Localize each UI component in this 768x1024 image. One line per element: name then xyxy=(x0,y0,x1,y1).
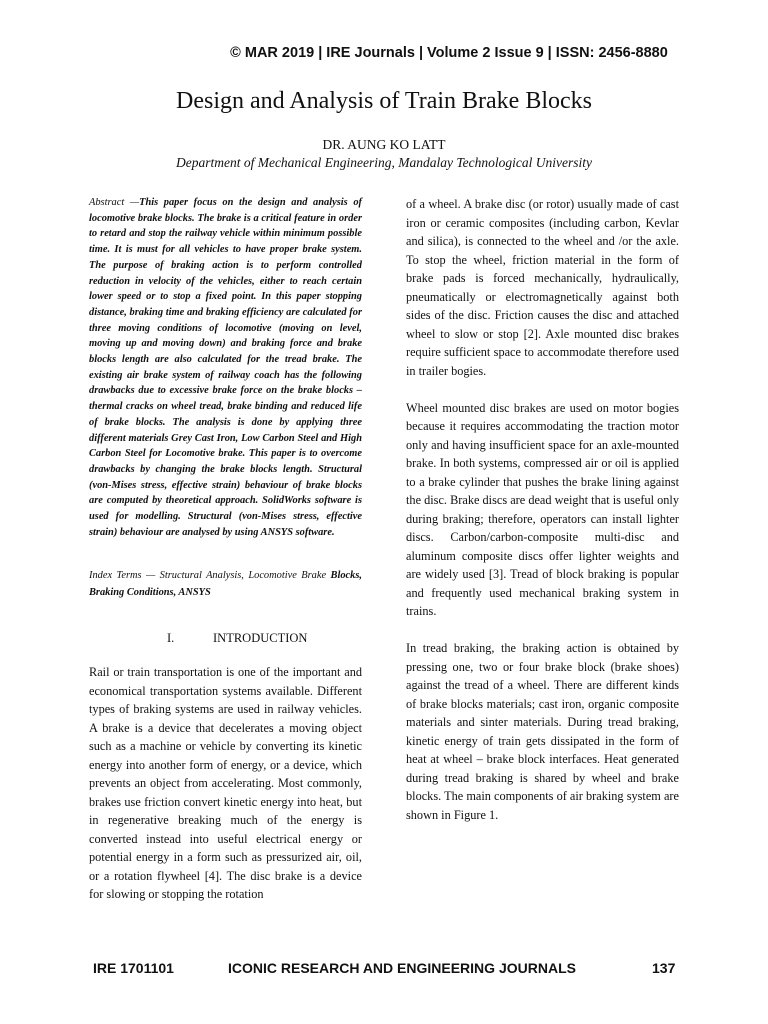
index-terms-text: Blocks, Braking Conditions, ANSYS xyxy=(89,570,362,599)
author-affiliation: Department of Mechanical Engineering, Mandalay Technological University xyxy=(175,155,593,170)
author-name: DR. AUNG KO LATT xyxy=(322,137,446,152)
left-column xyxy=(89,195,362,904)
right-paragraph-3: In tread braking, the braking action is obtained by pressing one, two or four brake block (brake shoes) against the tread of a wheel. There are different kinds of brake blocks materials; cast iron, organic composite materials and sinter materials. During tread braking, kinetic energy of train gets dissipated in the form of heat at wheel – brake block interfaces. Heat generated during tread braking is shared by wheel and brake blocks. The main components of air braking system are shown in Figure 1. xyxy=(406,641,679,822)
right-column xyxy=(406,195,679,824)
section-number: I. xyxy=(167,631,175,646)
index-terms-lead: Index Terms — Structural Analysis, Locomotive Brake xyxy=(89,570,327,582)
right-paragraph-2: Wheel mounted disc brakes are used on motor bogies because it requires accommodating the traction motor only and having insufficient space for an axle-mounted brake. In both systems, compressed air or oil is applied to a brake cylinder that pushes the brake lining against the disc. Brake discs are dead weight that is useful only during braking; therefore, operators can install lighter discs. Carbon/carbon-composite multi-disc and aluminum composite discs offer lighter weights and are widely used [3]. Tread of block braking is popular and frequently used mechanical braking system in trains. xyxy=(406,400,679,618)
abstract xyxy=(89,195,362,540)
abstract-text: This paper focus on the design and analysis of locomotive brake blocks. The brake is a critical feature in order to retard and stop the railway vehicle within minimum possible time. It is must for all vehicles to have proper brake system. The purpose of braking action is to perform controlled reduction in velocity of the vehicles, either to reach certain lower speed or to stop a fixed point. In this paper stopping distance, braking time and braking efficiency are calculated for three moving conditions of locomotive (moving on level, moving up and moving down) and braking force and brake blocks length are also calculated for the tread brake. The existing air brake system of railway coach has the following drawbacks due to excessive brake force on the brake blocks – thermal cracks on wheel tread, brake binding and reduced life of brake blocks. The analysis is done by applying three different materials Grey Cast Iron, Low Carbon Steel and High Carbon Steel for Locomotive brake. This paper is to overcome drawbacks by changing the brake blocks length. Structural (von-Mises stress, effective strain) behaviour of brake blocks are computed by theoretical approach. SolidWorks software is used for modelling. Structural (von-Mises stress, effective strain) behaviour are analysed by using ANSYS software. xyxy=(89,197,362,538)
index-terms xyxy=(89,567,362,601)
footer-journal-name: ICONIC RESEARCH AND ENGINEERING JOURNALS xyxy=(228,960,576,976)
abstract-lead: Abstract — xyxy=(89,197,140,208)
footer-paper-id: IRE 1701101 xyxy=(93,960,174,976)
journal-header: © MAR 2019 | IRE Journals | Volume 2 Issue 9 | ISSN: 2456-8880 xyxy=(230,45,668,61)
intro-paragraph: Rail or train transportation is one of the important and economical transportation systems available. Different types of braking systems are used in railway vehicles. A brake is a device that decelerates a moving object such as a machine or vehicle by converting its kinetic energy into another form of energy, or a device, which prevents an object from accelerating. Most commonly, brakes use friction convert kinetic energy into heat, but in regenerative breaking much of the energy is converted instead into useful electrical energy or potential energy in a form such as pressurized air, oil, or a rotation flywheel [4]. The disc brake is a device for slowing or stopping the rotation xyxy=(89,665,362,902)
footer-page-number: 137 xyxy=(652,960,676,976)
paper-title: Design and Analysis of Train Brake Blocks xyxy=(176,88,592,114)
section-title: INTRODUCTION xyxy=(213,631,308,646)
section-heading-introduction xyxy=(89,631,362,646)
right-paragraph-1: of a wheel. A brake disc (or rotor) usually made of cast iron or ceramic composites (including carbon, Kevlar and silica), is connected to the wheel and /or the axle. To stop the wheel, friction material in the form of brake pads is forced mechanically, hydraulically, pneumatically or electromagnetically against both sides of the disc. Friction causes the disc and attached wheel to slow or stop [2]. Axle mounted disc brakes require sufficient space to accommodate therefore used in trailer bogies. xyxy=(406,197,679,378)
